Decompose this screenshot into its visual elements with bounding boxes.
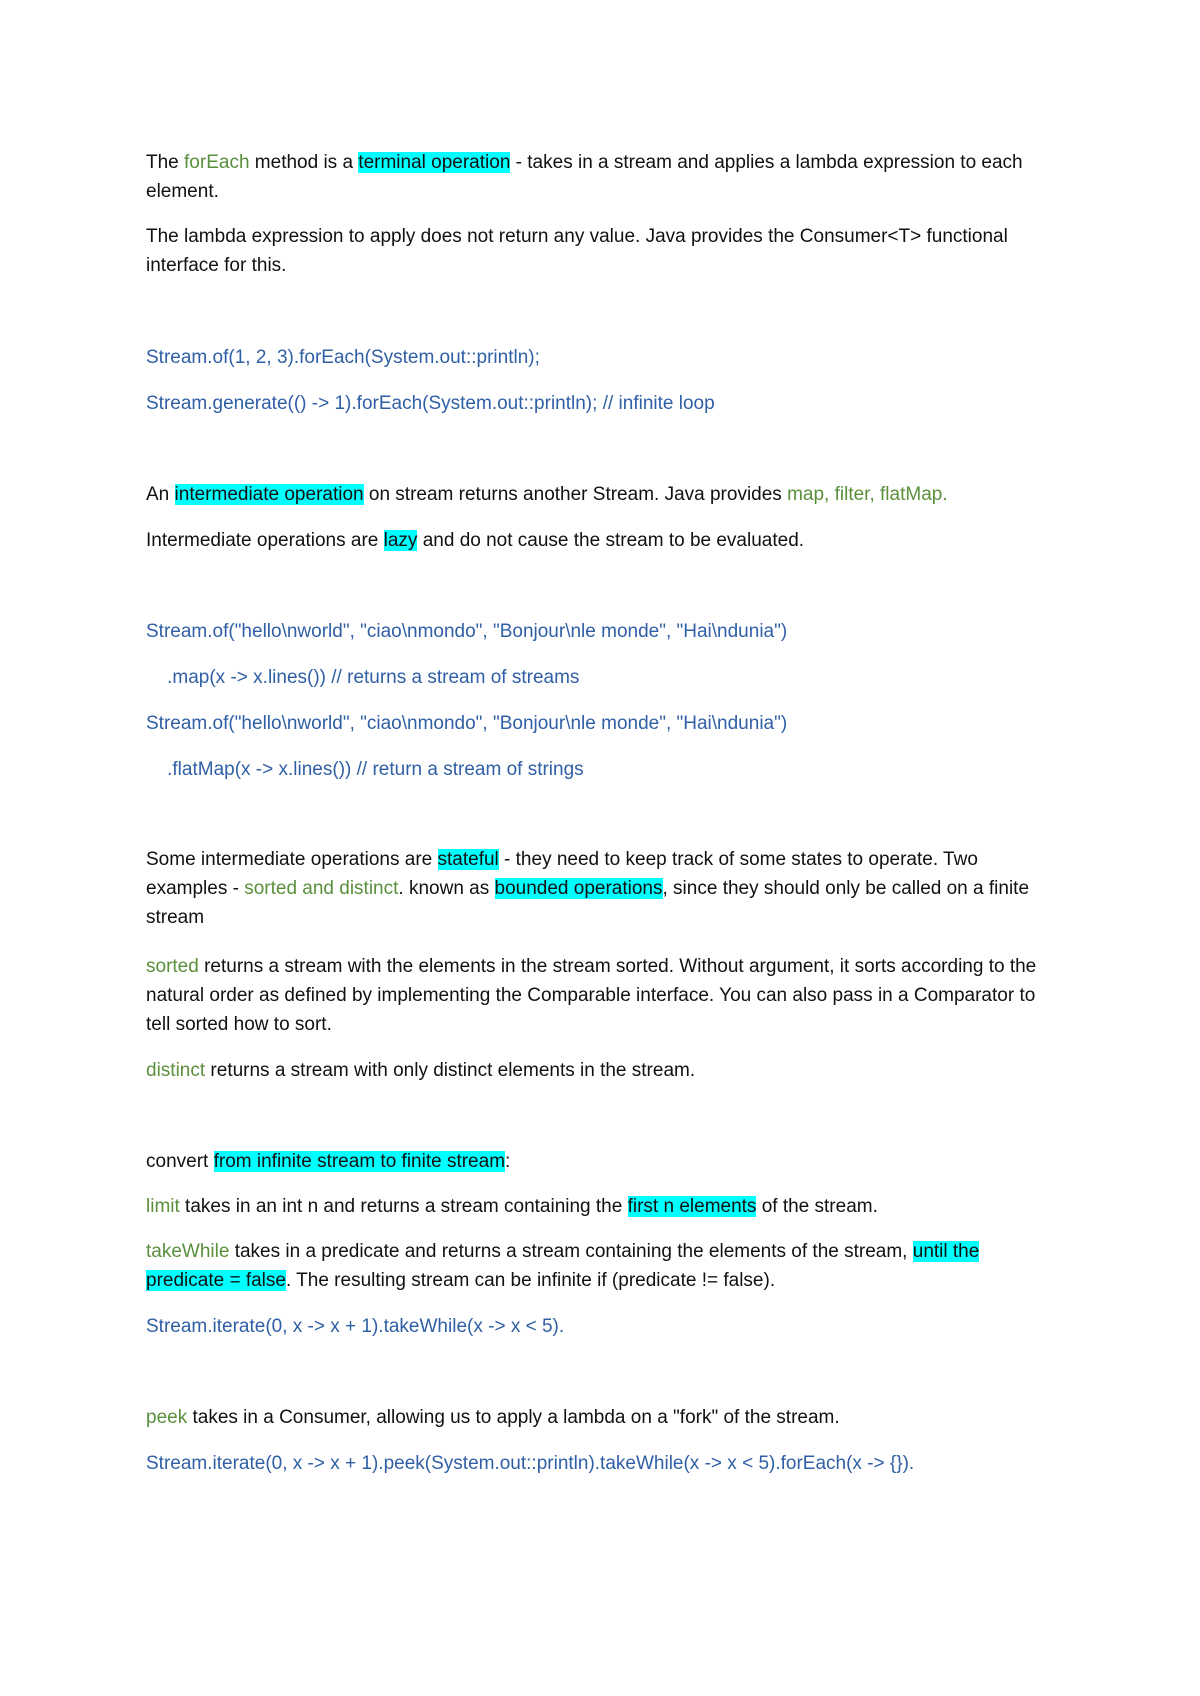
keyword-sorted: sorted: [146, 956, 199, 977]
text-run: - takes in a stream and applies a lambda expression to each element.: [146, 152, 1023, 202]
highlight-bounded-operations: bounded operations: [494, 878, 663, 899]
text-run: of the stream.: [756, 1196, 878, 1217]
text-run: takes in an int n and returns a stream containing the: [179, 1196, 628, 1217]
keyword-limit: limit: [146, 1196, 180, 1217]
text-run: Intermediate operations are: [146, 530, 384, 551]
highlight-terminal-operation: terminal operation: [358, 152, 511, 173]
code-line-flatmap: .flatMap(x -> x.lines()) // return a stream of strings: [146, 759, 584, 780]
paragraph-distinct: [146, 1056, 1056, 1085]
paragraph-takewhile: [146, 1237, 1056, 1295]
paragraph-lazy: [146, 526, 1056, 555]
keyword-sorted-distinct: sorted and distinct: [244, 878, 399, 899]
text-run: . The resulting stream can be infinite if (predicate != false).: [285, 1270, 776, 1291]
paragraph-consumer: [146, 222, 1056, 280]
text-run: and do not cause the stream to be evaluated.: [417, 530, 805, 551]
code-line-iterate-takewhile: Stream.iterate(0, x -> x + 1).takeWhile(x -> x < 5).: [146, 1316, 565, 1337]
highlight-infinite-to-finite: from infinite stream to finite stream: [213, 1151, 506, 1172]
highlight-until-predicate-false: until the predicate = false: [146, 1241, 980, 1291]
paragraph-limit: [146, 1192, 1056, 1221]
text-run: Some intermediate operations are: [146, 849, 438, 870]
keyword-peek: peek: [146, 1407, 188, 1428]
text-run: takes in a Consumer, allowing us to apply a lambda on a "fork" of the stream.: [187, 1407, 840, 1428]
keyword-distinct: distinct: [146, 1060, 206, 1081]
text-run: - they need to keep track of some states to operate. Two examples -: [146, 849, 978, 899]
text-run: The: [146, 152, 185, 173]
keyword-map-filter-flatmap: map, filter, flatMap.: [787, 484, 948, 505]
keyword-foreach: forEach: [184, 152, 250, 173]
highlight-stateful: stateful: [437, 849, 499, 870]
text-run: returns a stream with the elements in the stream sorted. Without argument, it sorts according to the natural order as defined by implementing the Comparable interface. You can also pass in a Comparator to tell sorted how to sort.: [146, 956, 1037, 1035]
paragraph-peek: [146, 1403, 1056, 1432]
text-run: The lambda expression to apply does not return any value. Java provides the Consumer<T> functional interface for this.: [146, 226, 1008, 276]
text-run: takes in a predicate and returns a stream containing the elements of the stream,: [229, 1241, 913, 1262]
text-run: :: [505, 1151, 511, 1172]
keyword-takewhile: takeWhile: [146, 1241, 230, 1262]
text-run: , since they should only be called on a finite stream: [146, 878, 1030, 928]
paragraph-foreach: [146, 148, 1056, 206]
paragraph-sorted: [146, 952, 1056, 1039]
code-line-iterate-peek: Stream.iterate(0, x -> x + 1).peek(System.out::println).takeWhile(x -> x < 5).forEach(x -> {}).: [146, 1453, 915, 1474]
text-run: method is a: [249, 152, 359, 173]
paragraph-intermediate-operation: [146, 480, 1056, 509]
code-line-stream-generate: Stream.generate(() -> 1).forEach(System.out::println); // infinite loop: [146, 393, 715, 414]
highlight-first-n-elements: first n elements: [627, 1196, 757, 1217]
text-run: on stream returns another Stream. Java provides: [363, 484, 788, 505]
text-run: . known as: [398, 878, 495, 899]
paragraph-stateful: [146, 845, 1056, 932]
code-line-map: .map(x -> x.lines()) // returns a stream of streams: [146, 667, 580, 688]
text-run: convert: [146, 1151, 214, 1172]
text-run: An: [146, 484, 175, 505]
highlight-lazy: lazy: [383, 530, 418, 551]
highlight-intermediate-operation: intermediate operation: [174, 484, 364, 505]
paragraph-convert: [146, 1147, 1056, 1176]
code-line-stream-of-strings-1: Stream.of("hello\nworld", "ciao\nmondo", "Bonjour\nle monde", "Hai\ndunia"): [146, 621, 788, 642]
code-line-stream-of: Stream.of(1, 2, 3).forEach(System.out::println);: [146, 347, 540, 368]
code-line-stream-of-strings-2: Stream.of("hello\nworld", "ciao\nmondo", "Bonjour\nle monde", "Hai\ndunia"): [146, 713, 788, 734]
text-run: returns a stream with only distinct elements in the stream.: [205, 1060, 696, 1081]
